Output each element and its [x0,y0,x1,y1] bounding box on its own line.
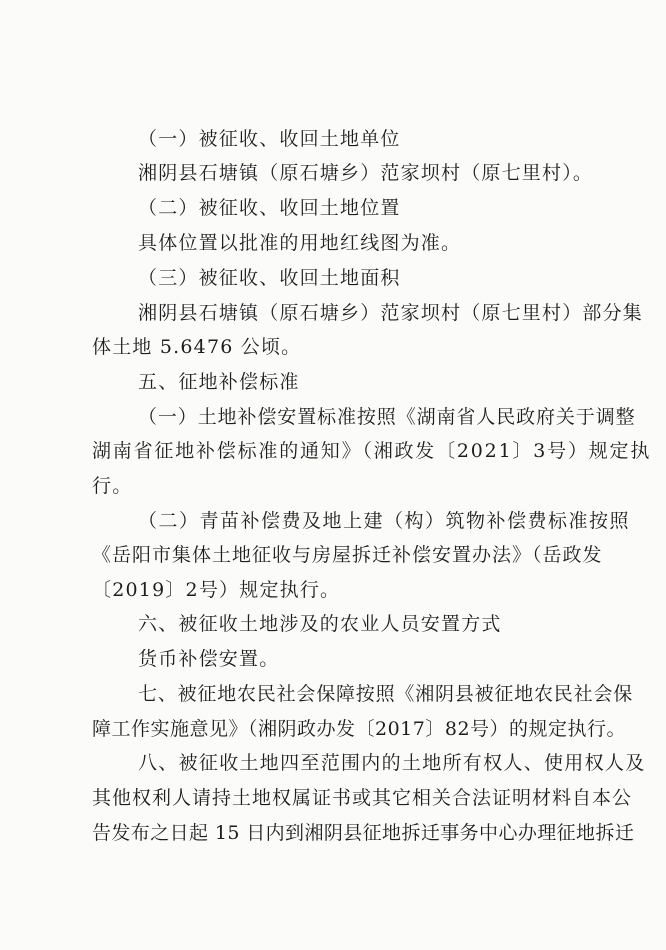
paragraph-land-area-line: 体土地 5.6476 公顷。 [92,336,302,358]
section-heading-land-location: （二）被征收、收回土地位置 [138,197,401,219]
paragraph-land-compensation-line: （一）土地补偿安置标准按照《湖南省人民政府关于调整 [138,406,636,428]
paragraph-rights-holders-line: 其他权利人请持土地权属证书或其它相关合法证明材料自本公 [92,787,633,809]
paragraph-land-unit: 湘阴县石塘镇（原石塘乡）范家坝村（原七里村）。 [138,162,594,184]
paragraph-land-area-line: 湘阴县石塘镇（原石塘乡）范家坝村（原七里村）部分集 [138,302,644,324]
paragraph-land-compensation-line: 湖南省征地补偿标准的通知》（湘政发〔2021〕3号）规定执 [92,440,652,462]
paragraph-land-compensation-line: 行。 [92,475,133,497]
paragraph-rights-holders-line: 告发布之日起 15 日内到湘阴县征地拆迁事务中心办理征地拆迁 [92,822,635,844]
section-heading-compensation: 五、征地补偿标准 [138,371,300,393]
paragraph-land-location: 具体位置以批准的用地红线图为准。 [138,232,462,254]
paragraph-social-security-line: 障工作实施意见》（湘阴政办发〔2017〕82号）的规定执行。 [92,718,627,740]
paragraph-crop-compensation-line: 《岳阳市集体土地征收与房屋拆迁补偿安置办法》（岳政发 [92,544,603,566]
section-heading-land-area: （三）被征收、收回土地面积 [138,267,401,289]
section-heading-resettlement: 六、被征收土地涉及的农业人员安置方式 [138,613,502,635]
paragraph-crop-compensation-line: 〔2019〕2号）规定执行。 [92,579,341,601]
paragraph-resettlement: 货币补偿安置。 [138,648,280,670]
paragraph-social-security-line: 七、被征地农民社会保障按照《湘阴县被征地农民社会保 [138,683,634,705]
paragraph-crop-compensation-line: （二）青苗补偿费及地上建（构）筑物补偿费标准按照 [138,510,631,532]
section-heading-land-unit: （一）被征收、收回土地单位 [138,128,401,150]
paragraph-rights-holders-line: 八、被征收土地四至范围内的土地所有权人、使用权人及 [138,752,646,774]
